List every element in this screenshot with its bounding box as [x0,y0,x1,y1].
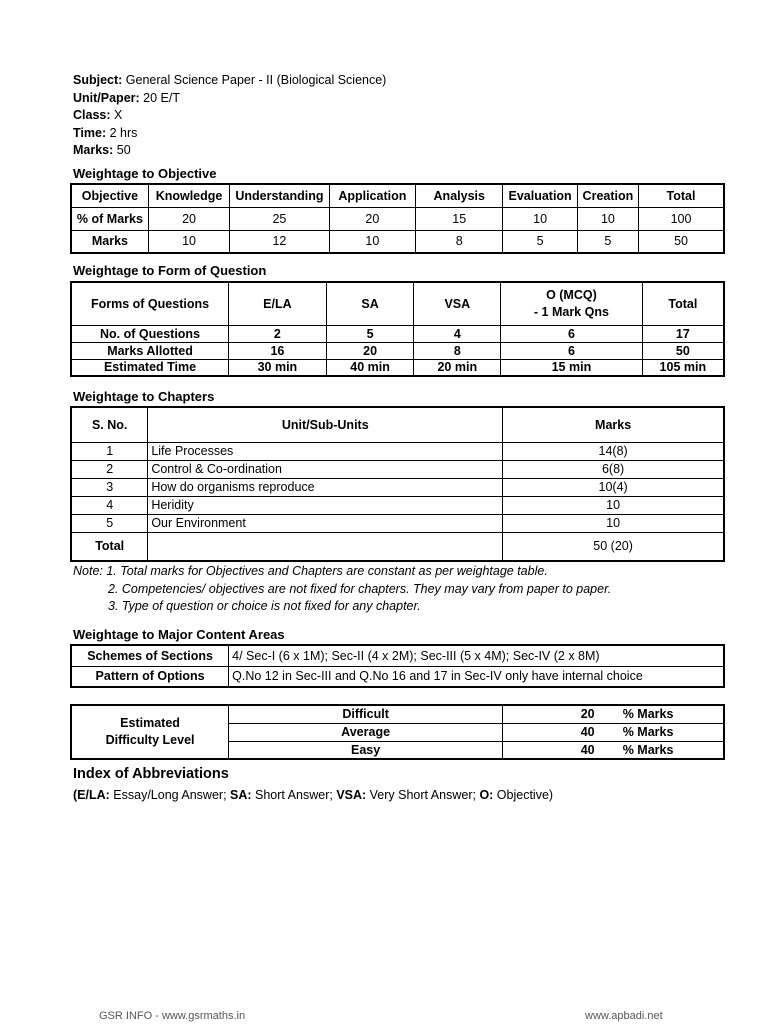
abbr-key: O: [479,788,494,802]
table-cell: 8 [416,230,503,253]
difficulty-percent [503,723,724,741]
unit-cell: Life Processes [148,442,503,460]
row-label: Estimated Time [71,359,229,376]
table-row [71,478,724,496]
abbr-open: ( [73,788,78,802]
marks-cell: 6(8) [503,460,724,478]
table-row [71,325,724,342]
table-cell: 20 min [414,359,501,376]
table-cell: 10 [329,230,415,253]
objective-header-cell: Total [639,184,724,207]
abbr-value: Very Short Answer; [366,788,480,802]
objective-table [70,183,725,254]
footer-right: www.apbadi.net [585,1010,663,1022]
table-cell: 15 [416,207,503,230]
objective-title: Weightage to Objective [73,166,217,181]
form-header-cell: Forms of Questions [71,282,229,325]
table-cell: 6 [501,325,643,342]
marks-value: 50 [116,143,131,157]
table-cell: 20 [329,207,415,230]
objective-header-cell: Understanding [230,184,329,207]
unit-cell: Heridity [148,496,503,514]
difficulty-label-line2: Difficulty Level [105,733,195,747]
percent-value: 40 [580,725,595,739]
chapters-header-cell: Marks [503,407,724,442]
difficulty-label-line1: Estimated [120,716,180,730]
footer-left: GSR INFO - www.gsrmaths.in [99,1010,246,1022]
total-value: 50 (20) [503,532,724,561]
table-cell: 5 [577,230,638,253]
objective-header-cell: Knowledge [148,184,229,207]
table-row [71,496,724,514]
table-row [71,666,724,687]
table-cell: 25 [230,207,329,230]
mcq-header-line1: O (MCQ) [546,287,597,302]
difficulty-level: Difficult [229,705,503,723]
difficulty-label [71,705,229,759]
table-row [71,514,724,532]
form-title: Weightage to Form of Question [73,263,267,278]
percent-unit: % Marks [622,742,674,757]
table-cell: 105 min [642,359,724,376]
chapters-title: Weightage to Chapters [73,389,215,404]
subject-label: Subject: [73,73,123,87]
table-cell: 4/ Sec-I (6 x 1M); Sec-II (4 x 2M); Sec-III (5 x 4M); Sec-IV (2 x 8M) [229,645,724,666]
table-cell: 50 [642,342,724,359]
row-label: % of Marks [71,207,148,230]
table-cell: 5 [326,325,414,342]
note-line: Note: 1. Total marks for Objectives and Chapters are constant as per weightage table. [73,564,548,578]
class-line [73,107,386,125]
marks-cell: 10 [503,514,724,532]
table-cell: 50 [639,230,724,253]
abbr-key: SA: [230,788,252,802]
objective-header-cell: Evaluation [503,184,577,207]
time-value: 2 hrs [109,125,138,140]
unit-cell: Our Environment [148,514,503,532]
table-cell: 17 [642,325,724,342]
table-row [71,230,724,253]
table-cell: 5 [503,230,577,253]
difficulty-level: Average [229,723,503,741]
percent-unit: % Marks [622,707,674,722]
abbreviations-title: Index of Abbreviations [73,766,229,782]
serial-cell: 2 [71,460,148,478]
table-cell: 10 [148,230,229,253]
marks-line [73,142,386,160]
form-header-cell: E/LA [229,282,327,325]
table-cell: 12 [230,230,329,253]
table-cell: 100 [639,207,724,230]
form-header-cell: SA [326,282,414,325]
serial-cell: 4 [71,496,148,514]
difficulty-table [70,704,725,760]
marks-cell: 10(4) [503,478,724,496]
row-label: No. of Questions [71,325,229,342]
table-cell: 20 [326,342,414,359]
chapters-header-row [71,407,724,442]
time-label: Time: [73,125,107,140]
content-title: Weightage to Major Content Areas [73,627,285,642]
marks-label: Marks: [73,143,114,157]
form-table [70,281,725,377]
unit-label: Unit/Paper: [73,90,140,105]
marks-cell: 14(8) [503,442,724,460]
chapters-total-row [71,532,724,561]
chapters-header-cell: S. No. [71,407,148,442]
subject-value: General Science Paper - II (Biological Science) [125,73,387,87]
unit-value: 20 E/T [143,90,180,105]
percent-unit: % Marks [622,725,674,739]
form-header-cell [501,282,643,325]
table-cell: 20 [148,207,229,230]
objective-header-cell: Analysis [416,184,503,207]
chapters-table [70,406,725,562]
notes [73,563,611,616]
objective-header-cell: Creation [577,184,638,207]
class-label: Class: [73,108,111,122]
objective-header-cell: Objective [71,184,148,207]
abbr-key: E/LA: [77,788,110,802]
serial-cell: 1 [71,442,148,460]
time-line [73,125,386,143]
table-row [71,460,724,478]
table-row [71,442,724,460]
abbr-value: Essay/Long Answer; [109,788,231,802]
table-cell: 10 [503,207,577,230]
difficulty-percent [503,741,724,759]
table-cell: 30 min [229,359,327,376]
abbr-value: Short Answer; [251,788,337,802]
table-cell: 8 [414,342,501,359]
table-cell: 4 [414,325,501,342]
table-cell: 15 min [501,359,643,376]
mcq-header-line2: - 1 Mark Qns [533,304,609,319]
row-label: Marks [71,230,148,253]
table-cell: 2 [229,325,327,342]
table-cell: 16 [229,342,327,359]
note-line: 2. Competencies/ objectives are not fixed for chapters. They may vary from paper to paper. [108,581,612,596]
unit-line [73,90,386,108]
form-header-row [71,282,724,325]
chapters-header-cell: Unit/Sub-Units [148,407,503,442]
total-label: Total [71,532,148,561]
unit-cell: Control & Co-ordination [148,460,503,478]
exam-info [73,72,386,160]
objective-header-cell: Application [329,184,415,207]
objective-header-row [71,184,724,207]
serial-cell: 3 [71,478,148,496]
row-label: Marks Allotted [71,342,229,359]
empty-cell [148,532,503,561]
content-table [70,644,725,688]
class-value: X [114,108,123,122]
form-header-cell: VSA [414,282,501,325]
note-line: 3. Type of question or choice is not fixed for any chapter. [108,599,421,613]
unit-cell: How do organisms reproduce [148,478,503,496]
table-row [71,342,724,359]
table-cell: 10 [577,207,638,230]
difficulty-level: Easy [229,741,503,759]
table-row [71,359,724,376]
difficulty-percent [503,705,724,723]
form-header-cell: Total [642,282,724,325]
table-cell: 40 min [326,359,414,376]
percent-value: 40 [580,742,595,757]
percent-value: 20 [580,707,595,722]
table-row [71,207,724,230]
subject-line [73,72,386,90]
table-row [71,645,724,666]
serial-cell: 5 [71,514,148,532]
row-label: Pattern of Options [71,666,229,687]
row-label: Schemes of Sections [71,645,229,666]
abbr-value: Objective) [493,788,554,802]
abbreviations-text [73,788,553,802]
table-cell: Q.No 12 in Sec-III and Q.No 16 and 17 in Sec-IV only have internal choice [229,666,724,687]
table-cell: 6 [501,342,643,359]
abbr-key: VSA: [336,788,367,802]
marks-cell: 10 [503,496,724,514]
table-row [71,705,724,723]
